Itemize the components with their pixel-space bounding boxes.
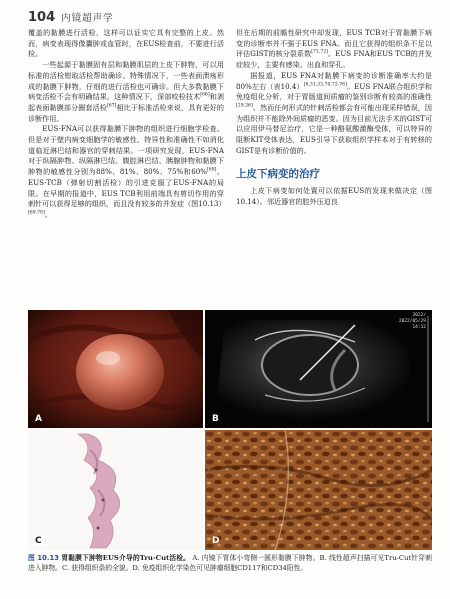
paragraph: 一些起源于黏膜固有层和黏膜肌层的上皮下肿物，可以用标准的活检钳取活检帮助确诊。特殊情况下，一些表面溃疡形成的黏膜下肿物，仔细的进行活检也可确诊。但大多数黏膜下病变活检不会有明确结果。这种情况下，深部咬检技术[66]和剥起表面黏膜部分圈套活检[67]相比于标准活检来说，具有更好的诊断作用。: [28, 60, 225, 123]
paragraph: 覆盖的黏膜进行活检，这样可以证实它具有完整的上皮。然而，病变表现得像囊肿或血管时，在EUS检查前，不要进行活检。: [28, 28, 224, 59]
panel-ultrasound: [205, 310, 432, 428]
panel-label: B: [212, 414, 219, 424]
paragraph: 上皮下病变如何处置可以依据EUS的发现来做决定（图10.14）。邻近器官的腔外压迫良: [236, 186, 432, 207]
section-heading: 上皮下病变的治疗: [236, 168, 320, 181]
panel-label: D: [212, 536, 220, 546]
paragraph: 但在后期的前瞻性研究中却发现，EUS TCB对于胃黏膜下病变的诊断率并不强于EUS FNA。而且它获得的组织条不足以评估GIST的核分裂系数[71,72]。EUS FNA和EUS TCB的并发症较少，主要有感染、出血和穿孔。: [236, 28, 433, 70]
figure-caption-body: A. 内镜下胃体小弯侧一圆形黏膜下肿物。B. 线性超声扫描可见Tru-Cut针穿刺进入肿物。C. 获得组织条的全貌。D. 免疫组织化学染色可见肿瘤细胞CD117和CD34阳性。: [28, 554, 432, 572]
figure-label: 图 10.13: [28, 554, 59, 562]
body-text: [28, 28, 432, 308]
figure-10-13: [28, 310, 432, 550]
citation: [29,36]: [236, 103, 253, 109]
ultrasound-date: 2022/: [412, 313, 426, 318]
ultrasound-image: [205, 310, 432, 428]
running-title: 内镜超声学: [61, 13, 114, 24]
paragraph: EUS-FNA可以获得黏膜下肿物的组织进行细胞学检查。但是对于壁内病变细胞学的敏感性、特异性和准确性不如消化道临近淋巴结和器官的穿刺结果。一项研究发现，EUS-FNA对于纵隔肿物、纵隔淋巴结、腹腔淋巴结、胰腺肿物和黏膜下肿物的敏感性分别为88%、81%、80%、75%和60%[68]。EUS-TCB（弹射切割活检）的引进克服了EUS-FNA的局限。在早期的报道中，EUS TCB利用前端具有剪切作用的穿刺针可以获得足够的组织，而且没有较多的并发症（图10.13）[69,70]。: [28, 124, 226, 219]
panel-endoscopy: [28, 310, 203, 428]
right-column: [236, 28, 432, 308]
ihc-stain-image: [205, 430, 432, 550]
running-header: [28, 10, 114, 25]
citation: [67]: [106, 103, 117, 109]
citation: [8,31,33,70,72-76]: [303, 82, 347, 88]
panel-immunohistochemistry: [205, 430, 432, 550]
panel-histology-core: [28, 430, 203, 550]
paragraph: 据报道，EUS FNA对黏膜下病变的诊断准确率大约是80%左右（表10.4）[8,31,33,70,72-76]。EUS FNA联合组织学和免疫组化分析，对于胃肠道间质瘤的鉴别诊断有较高的准确性[29,36]。然而任何形式的针刺活检都会有可能出现采样错误，因为组织并不能除外间质瘤的恶变。因为目前无法手术的GIST可以应用伊马替尼治疗，它是一种酪氨酸激酶受体，可以特异的阻断KIT受体表达，EUS引导下获取组织学样本对于有转移的GIST是有诊断价值的。: [236, 70, 432, 155]
citation: [69,70]: [28, 210, 45, 216]
figure-caption: [28, 553, 432, 573]
citation: [66]: [200, 92, 210, 98]
endoscopy-image: [28, 310, 203, 428]
histology-core-image: [28, 430, 203, 550]
figure-title: 胃黏膜下肿物EUS介导的Tru-Cut活检。: [61, 554, 191, 562]
panel-label: A: [35, 414, 42, 424]
ultrasound-date: 2022/05/29: [398, 319, 426, 324]
ultrasound-time: 14:12: [412, 325, 426, 330]
page-number: 104: [28, 10, 56, 25]
citation: [68]: [207, 167, 217, 173]
panel-label: C: [35, 536, 42, 546]
left-column: [28, 28, 224, 308]
citation: [71,72]: [311, 50, 328, 56]
